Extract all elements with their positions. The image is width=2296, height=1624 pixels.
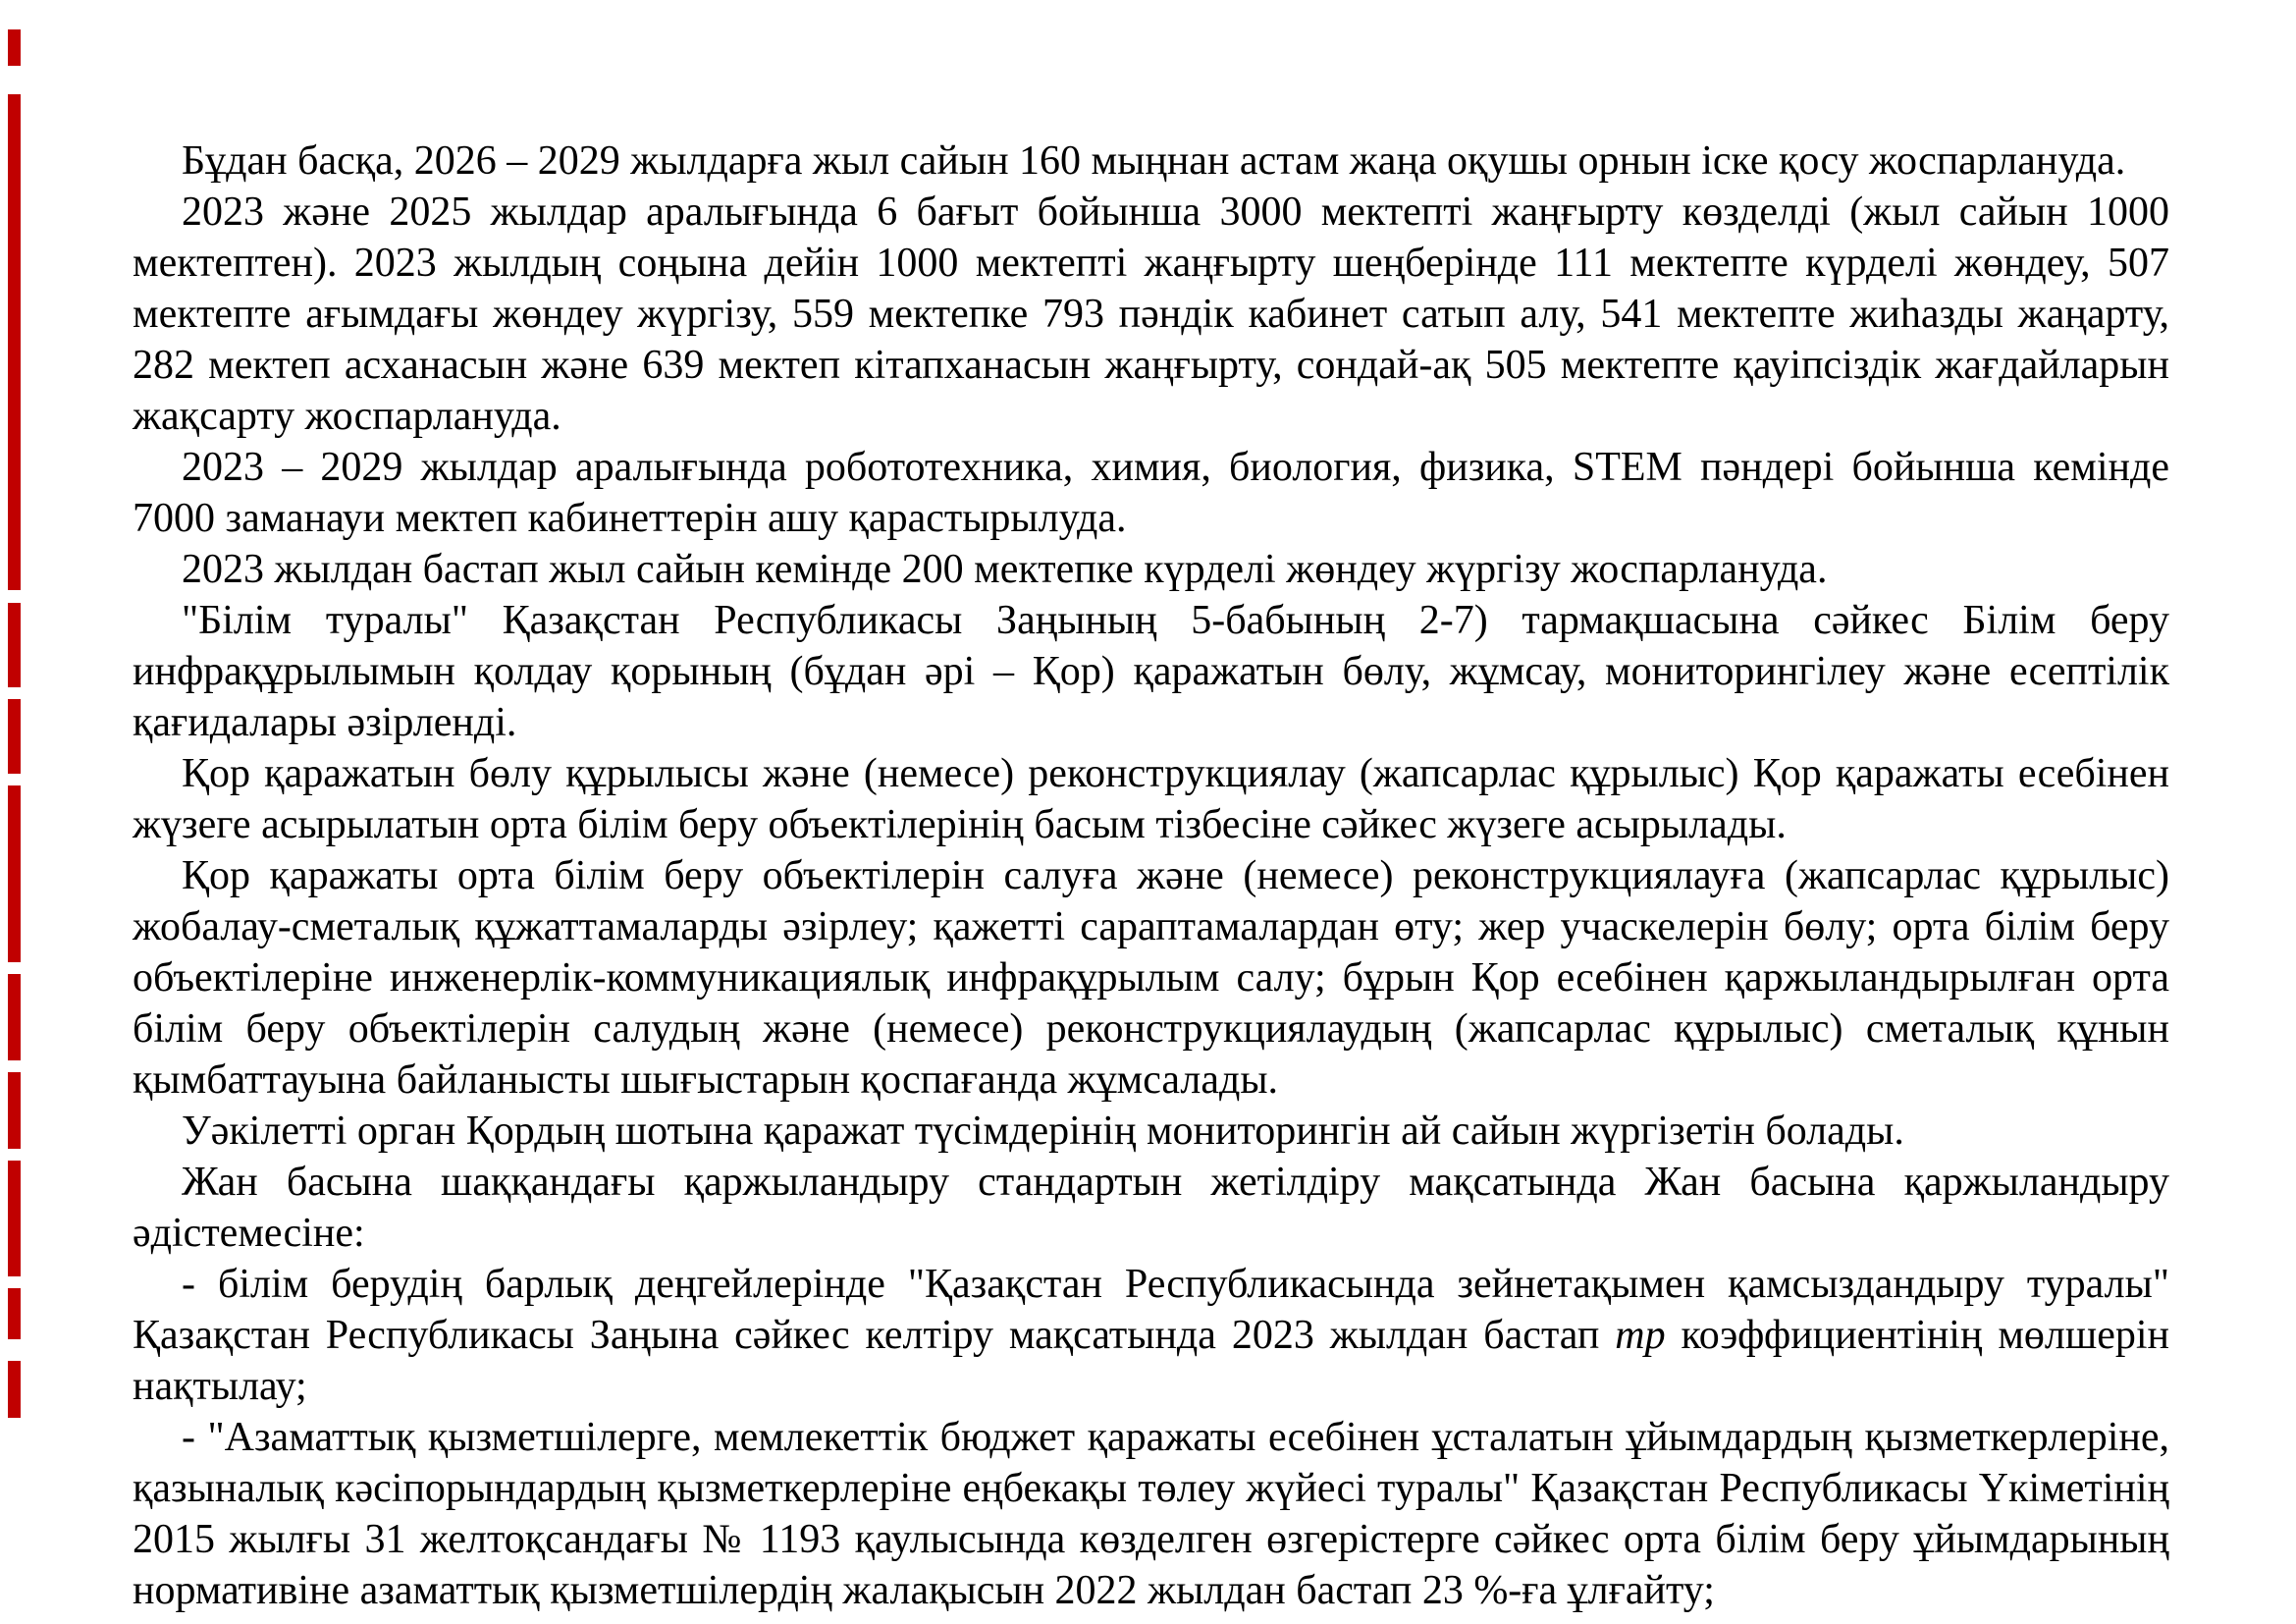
paragraph (133, 850, 2169, 1106)
paragraph (133, 544, 2169, 595)
document-body (133, 135, 2169, 1616)
text-run: 2023 жылдан бастап жыл сайын кемінде 200 мектепке күрделі жөндеу жүргізу жоспарлануда. (182, 547, 1828, 592)
text-run: Қор қаражаты орта білім беру объектілерін салуға және (немесе) реконструкциялауға (жапсарлас құрылыс) жобалау-сметалық құжаттамаларды әзірлеу; қажетті сараптамалардан өту; жер учаскелерін бөлу; орта білім беру объектілеріне инженерлік-коммуникациялық инфрақұрылым салу; бұрын Қор есебінен қаржыландырылған орта білім беру объектілерін салудың және (немесе) реконструкциялаудың (жапсарлас құрылыс) сметалық құнын қымбаттауына байланысты шығыстарын қоспағанда жұмсалады. (133, 853, 2169, 1103)
paragraph (133, 748, 2169, 850)
paragraph (133, 1259, 2169, 1412)
text-run: 2023 және 2025 жылдар аралығында 6 бағыт бойынша 3000 мектепті жаңғырту көзделді (жыл сайын 1000 мектептен). 2023 жылдың соңына дейін 1000 мектепті жаңғырту шеңберінде 111 мектепте күрделі жөндеу, 507 мектепте ағымдағы жөндеу жүргізу, 559 мектепке 793 пәндік кабинет сатып алу, 541 мектепте жиһазды жаңарту, 282 мектеп асханасын және 639 мектеп кітапханасын жаңғырту, сондай-ақ 505 мектепте қауіпсіздік жағдайларын жақсарту жоспарлануда. (133, 189, 2169, 439)
text-run: - білім берудің барлық деңгейлерінде "Қазақстан Республикасында зейнетақымен қамсыздандыру туралы" Қазақстан Республикасы Заңына сәйкес келтіру мақсатында 2023 жылдан бастап (133, 1262, 2169, 1358)
changed-line-markers (0, 0, 29, 1624)
changed-line-marker (8, 603, 21, 687)
paragraph (133, 135, 2169, 187)
text-run: Қор қаражатын бөлу құрылысы және (немесе) реконструкциялау (жапсарлас құрылыс) Қор қаражаты есебінен жүзеге асырылатын орта білім беру объектілерінің басым тізбесіне сәйкес жүзеге асырылады. (133, 751, 2169, 847)
paragraph (133, 442, 2169, 544)
changed-line-marker (8, 699, 21, 774)
text-run: Уәкілетті орган Қордың шотына қаражат түсімдерінің мониторингін ай сайын жүргізетін болады. (182, 1109, 1904, 1154)
text-run: "Білім туралы" Қазақстан Республикасы Заңының 5-бабының 2-7) тармақшасына сәйкес Білім беру инфрақұрылымын қолдау қорының (бұдан әрі – Қор) қаражатын бөлу, жұмсау, мониторингілеу және есептілік қағидалары әзірленді. (133, 598, 2169, 745)
changed-line-marker (8, 1072, 21, 1149)
paragraph (133, 1412, 2169, 1616)
changed-line-marker (8, 1288, 21, 1339)
text-run: Жан басына шаққандағы қаржыландыру стандартын жетілдіру мақсатында Жан басына қаржыландыру әдістемесіне: (133, 1160, 2169, 1256)
changed-line-marker (8, 1361, 21, 1418)
text-run: Бұдан басқа, 2026 – 2029 жылдарға жыл сайын 160 мыңнан астам жаңа оқушы орнын іске қосу жоспарлануда. (182, 138, 2126, 184)
paragraph (133, 1106, 2169, 1157)
changed-line-marker (8, 94, 21, 590)
paragraph (133, 1157, 2169, 1259)
italic-text-run: тр (1615, 1313, 1666, 1358)
changed-line-marker (8, 1161, 21, 1276)
paragraph (133, 187, 2169, 442)
paragraph (133, 595, 2169, 748)
text-run: коэффициентінің мөлшерін нақтылау; (133, 1313, 2169, 1409)
text-run: - "Азаматтық қызметшілерге, мемлекеттік бюджет қаражаты есебінен ұсталатын ұйымдардың қызметкерлеріне, қазыналық кәсіпорындардың қызметкерлеріне еңбекақы төлеу жүйесі туралы" Қазақстан Республикасы Үкіметінің 2015 жылғы 31 желтоқсандағы № 1193 қаулысында көзделген өзгерістерге сәйкес орта білім беру ұйымдарының нормативіне азаматтық қызметшілердің жалақысын 2022 жылдан бастап 23 %-ға ұлғайту; (133, 1415, 2169, 1613)
changed-line-marker (8, 785, 21, 962)
text-run: 2023 – 2029 жылдар аралығында робототехника, химия, биология, физика, STEM пәндері бойынша кемінде 7000 заманауи мектеп кабинеттерін ашу қарастырылуда. (133, 445, 2169, 541)
changed-line-marker (8, 974, 21, 1060)
changed-line-marker (8, 29, 21, 66)
